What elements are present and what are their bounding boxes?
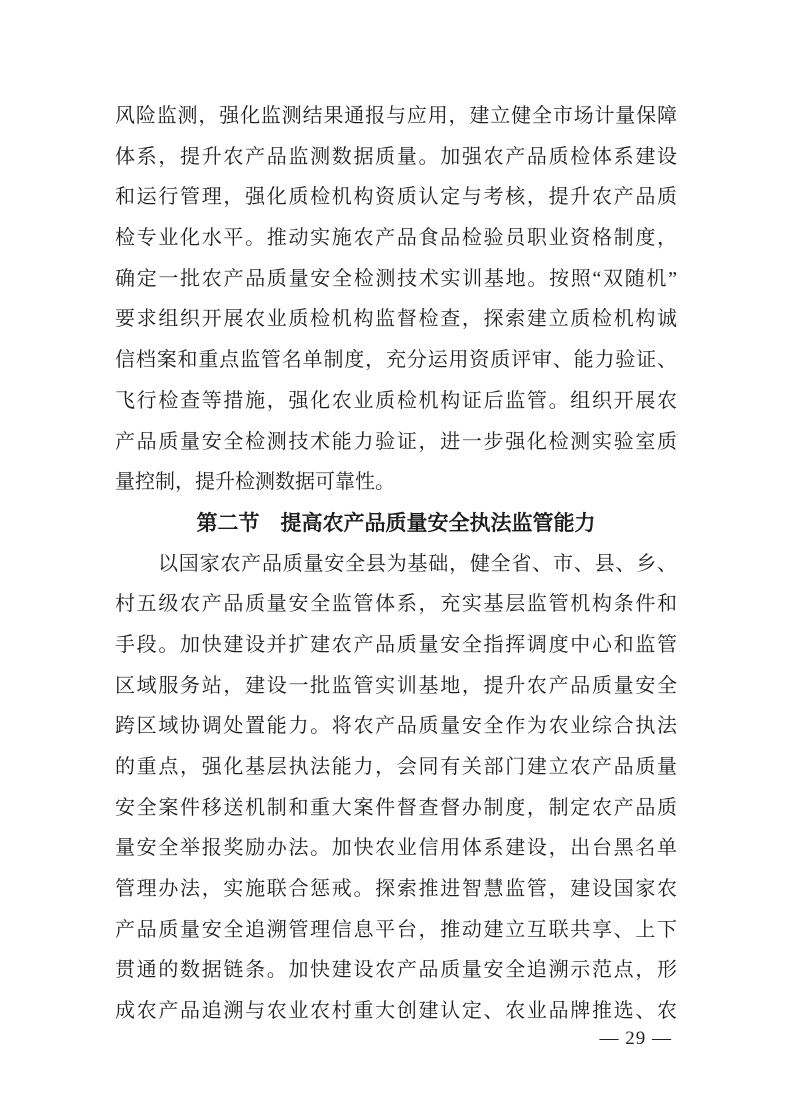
text-line: 管理办法，实施联合惩戒。探索推进智慧监管，建设国家农 <box>115 878 677 901</box>
text-line: 跨区域协调处置能力。将农产品质量安全作为农业综合执法 <box>115 715 677 738</box>
text-line: 风险监测，强化监测结果通报与应用，建立健全市场计量保障 <box>115 105 677 127</box>
text-line: 和运行管理，强化质检机构资质认定与考核，提升农产品质 <box>115 186 677 209</box>
text-line: 以国家农产品质量安全县为基础，健全省、市、县、乡、 <box>158 552 677 575</box>
text-line: 量控制，提升检测数据可靠性。 <box>115 471 395 494</box>
text-line: 体系，提升农产品监测数据质量。加强农产品质检体系建设 <box>115 145 677 168</box>
text-line: 检专业化水平。推动实施农产品食品检验员职业资格制度， <box>115 227 677 250</box>
section-heading: 第二节 提高农产品质量安全执法监管能力 <box>196 510 596 535</box>
text-line: 区域服务站，建设一批监管实训基地，提升农产品质量安全 <box>115 674 677 697</box>
text-line: 贯通的数据链条。加快建设农产品质量安全追溯示范点，形 <box>115 959 677 982</box>
page-number: — 29 — <box>599 1028 672 1049</box>
text-line: 飞行检查等措施，强化农业质检机构证后监管。组织开展农 <box>115 389 677 412</box>
text-line: 的重点，强化基层执法能力，会同有关部门建立农产品质量 <box>115 756 677 778</box>
text-line: 手段。加快建设并扩建农产品质量安全指挥调度中心和监管 <box>115 633 677 656</box>
text-line: 量安全举报奖励办法。加快农业信用体系建设，出台黑名单 <box>115 837 677 860</box>
text-line: 要求组织开展农业质检机构监督检查，探索建立质检机构诚 <box>115 308 677 331</box>
text-line: 产品质量安全检测技术能力验证，进一步强化检测实验室质 <box>115 430 677 453</box>
text-line: 成农产品追溯与农业农村重大创建认定、农业品牌推选、农 <box>115 1000 677 1023</box>
text-line: 信档案和重点监管名单制度，充分运用资质评审、能力验证、 <box>115 349 677 372</box>
text-line: 确定一批农产品质量安全检测技术实训基地。按照“双随机” <box>115 267 677 290</box>
text-line: 安全案件移送机制和重大案件督查督办制度，制定农产品质 <box>115 796 677 819</box>
text-line: 产品质量安全追溯管理信息平台，推动建立互联共享、上下 <box>115 918 677 941</box>
document-page <box>115 96 677 1032</box>
text-line: 村五级农产品质量安全监管体系，充实基层监管机构条件和 <box>115 593 677 616</box>
